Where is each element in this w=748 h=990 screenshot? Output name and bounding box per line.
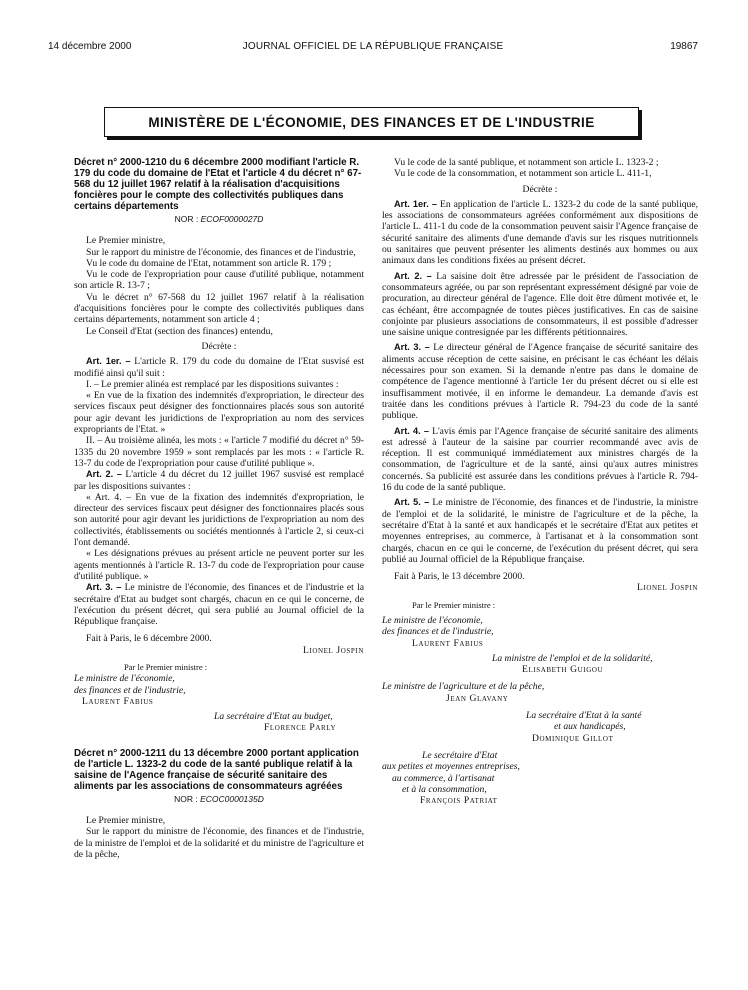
article-label: Art. 4. – <box>394 425 430 436</box>
signature-place-date: Fait à Paris, le 13 décembre 2000. <box>394 571 525 583</box>
article-label: Art. 1er. – <box>394 198 437 209</box>
page-number: 19867 <box>670 41 698 52</box>
minister-name: Laurent Fabius <box>82 695 154 707</box>
article-label: Art. 5. – <box>394 497 430 508</box>
nor-label: NOR : <box>174 214 199 224</box>
decree2-title: Décret n° 2000-1211 du 13 décembre 2000 portant application de l'article L. 1323-2 du code de la santé publique relatif à la saisine de l'Agence française de sécurité sanitaire des aliments par les associations de consommateurs agréées <box>74 747 359 792</box>
paragraph: Sur le rapport du ministre de l'économie, des finances et de l'industrie, de la ministre de l'emploi et de la solidarité et du ministre de l'agriculture et de la pêche, <box>74 826 364 860</box>
article-label: Art. 1er. – <box>86 356 131 367</box>
paragraph: Vu le décret n° 67-568 du 12 juillet 1967 relatif à la réalisation d'acquisitions foncières pour le compte des collectivités publiques dans certains départements, notamment son article 4 ; <box>74 291 364 326</box>
paragraph: Sur le rapport du ministre de l'économie, des finances et de l'industrie, <box>86 246 356 258</box>
article-text: Le ministre de l'économie, des finances et de l'industrie, la ministre de l'emploi et de la solidarité, le ministre de l'agriculture et de la pêche, la secrétaire d'Etat à la santé et aux handicapés et le secrétaire d'Etat aux petites et moyennes entreprises, au commerce, à l'artisanat et à la consommation sont chargés, chacun en ce qui le concerne, de l'exécution du présent décret, qui sera publié au Journal officiel de la République française. <box>382 497 698 565</box>
article-1 <box>382 199 698 267</box>
article-label: Art. 3. – <box>86 582 122 593</box>
secretary-role: La secrétaire d'Etat au budget, <box>214 711 333 723</box>
minister-role: des finances et de l'industrie, <box>74 684 186 696</box>
article-3 <box>382 342 698 421</box>
ministry-heading <box>104 107 639 137</box>
secretary-role: La secrétaire d'Etat à la santé <box>526 710 642 722</box>
minister-name: Jean Glavany <box>446 692 509 704</box>
paragraph: « En vue de la fixation des indemnités d'expropriation, le directeur des services fiscaux peut désigner des fonctionnaires placés sous son autorité pour agir devant les juridictions de l'expropriation au nom des services expropriants de l'Etat. » <box>74 390 364 436</box>
secretary-role: et à la consommation, <box>402 783 487 795</box>
signature-place-date: Fait à Paris, le 6 décembre 2000. <box>86 633 212 645</box>
signer-name: Lionel Jospin <box>302 644 364 656</box>
article-5 <box>382 497 698 565</box>
paragraph: II. – Au troisième alinéa, les mots : « l'article 7 modifié du décret n° 59-1335 du 20 novembre 1959 » sont remplacés par les mots : « l'article R. 13-7 du code de l'expropriation pour cause d'utilité publique ». <box>74 435 364 469</box>
article-text: Le ministre de l'économie, des finances et de l'industrie et la secrétaire d'Etat au budget sont chargés, chacun en ce qui le concerne, de l'exécution du présent décret, qui sera publié au Journal officiel de la République française. <box>74 582 364 628</box>
paragraph: Le Premier ministre, <box>86 235 166 247</box>
secretary-name: Dominique Gillot <box>532 732 614 744</box>
decrete-heading: Décrète : <box>201 340 237 352</box>
par-le-premier-ministre: Par le Premier ministre : <box>412 599 496 610</box>
article-4 <box>382 426 698 494</box>
article-text: L'article 4 du décret du 12 juillet 1967 susvisé est remplacé par les dispositions suivantes : <box>74 469 364 492</box>
paragraph: « Art. 4. – En vue de la fixation des indemnités d'expropriation, le directeur des services fiscaux peut désigner des fonctionnaires placés sous son autorité pour agir devant les juridictions de l'expropriation au nom des collectivités, établissements ou sociétés mentionnés à l'article 2, si ceux-ci l'ont demandé. <box>74 491 364 549</box>
decrete-heading: Décrète : <box>522 183 558 195</box>
article-text: En application de l'article L. 1323-2 du code de la santé publique, les associations de consommateurs agréées conformément aux dispositions de l'article L. 411-1 du code de la consommation peuvent saisir l'Agence française de sécurité sanitaire des aliments d'une demande d'avis sur les risques nutritionnels ou sanitaires que peuvent présenter les aliments destinés aux hommes ou aux animaux dans les conditions fixées au présent décret. <box>382 198 698 267</box>
secretary-name: Florence Parly <box>264 722 337 734</box>
running-header <box>48 41 698 57</box>
paragraph: Vu le code de l'expropriation pour cause d'utilité publique, notamment son article R. 13-7 ; <box>74 269 364 292</box>
paragraph: I. – Le premier alinéa est remplacé par les dispositions suivantes : <box>86 378 339 390</box>
article-3 <box>74 582 364 627</box>
minister-role: La ministre de l'emploi et de la solidarité, <box>492 652 653 664</box>
paragraph: Le Premier ministre, <box>86 815 166 827</box>
article-label: Art. 3. – <box>394 342 430 353</box>
decree1-nor <box>74 214 364 225</box>
article-label: Art. 2. – <box>394 270 432 281</box>
decree1-title: Décret n° 2000-1210 du 6 décembre 2000 modifiant l'article R. 179 du code du domaine de l'Etat et l'article 4 du décret n° 67-568 du 12 juillet 1967 relatif à la réalisation d'acquisitions foncières pour le compte des collectivités publiques dans certains départements <box>74 157 362 212</box>
paragraph: Vu le code de la santé publique, et notamment son article L. 1323-2 ; <box>394 157 659 168</box>
minister-name: Laurent Fabius <box>412 637 484 649</box>
paragraph: Vu le code du domaine de l'Etat, notamment son article R. 179 ; <box>86 257 332 269</box>
right-column <box>382 157 698 806</box>
article-text: L'avis émis par l'Agence française de sécurité sanitaire des aliments est adressé à l'auteur de la saisine par courrier recommandé avec avis de réception. Il est communiqué immédiatement aux ministres chargés de la consommation, de l'agriculture et de la santé, ainsi qu'aux autres ministres concernés. Sa publicité est assurée dans les conditions prévues à l'article R. 794-16 du code de la santé publique. <box>382 425 699 494</box>
article-2 <box>74 469 364 492</box>
minister-role: Le ministre de l'agriculture et de la pêche, <box>382 681 545 693</box>
header-date: 14 décembre 2000 <box>48 41 132 52</box>
article-1 <box>74 356 364 379</box>
minister-name: Elisabeth Guigou <box>522 664 604 676</box>
secretary-role: Le secrétaire d'Etat <box>422 749 498 761</box>
article-2 <box>382 271 698 339</box>
paragraph: Vu le code de la consommation, et notamment son article L. 411-1, <box>394 168 652 180</box>
minister-role: Le ministre de l'économie, <box>74 673 175 685</box>
secretary-role: et aux handicapés, <box>554 721 626 733</box>
article-text: L'article R. 179 du code du domaine de l'Etat susvisé est modifié ainsi qu'il suit : <box>74 356 364 379</box>
paragraph: « Les désignations prévues au présent article ne peuvent porter sur les agents mentionnés à l'article R. 13-7 du code de l'expropriation pour cause d'utilité publique. » <box>74 548 364 582</box>
ministry-title: MINISTÈRE DE L'ÉCONOMIE, DES FINANCES ET DE L'INDUSTRIE <box>148 114 595 130</box>
secretary-role: aux petites et moyennes entreprises, <box>382 761 520 773</box>
paragraph: Le Conseil d'Etat (section des finances) entendu, <box>86 325 273 337</box>
nor-code: ECOF0000027D <box>200 214 264 224</box>
article-text: Le directeur général de l'Agence française de sécurité sanitaire des aliments accuse réception de cette saisine, en précisant le cas échéant les délais nécessaires pour son examen. Si la demande n'entre pas dans le domaine de compétence de l'agence mentionné à l'article 1er du présent décret ou si elle est insuffisamment motivée, il en informe le demandeur. La demande d'avis est traitée dans les conditions prévues à l'article R. 794-23 du code de la santé publique. <box>382 342 699 422</box>
nor-code: ECOC0000135D <box>200 793 264 804</box>
journal-title: JOURNAL OFFICIEL DE LA RÉPUBLIQUE FRANÇAISE <box>242 41 504 52</box>
article-label: Art. 2. – <box>86 469 122 480</box>
left-column <box>74 157 364 860</box>
secretary-name: François Patriat <box>420 795 498 807</box>
par-le-premier-ministre: Par le Premier ministre : <box>124 661 208 672</box>
nor-label: NOR : <box>174 793 198 804</box>
decree2-nor <box>74 794 364 805</box>
signer-name: Lionel Jospin <box>636 582 698 594</box>
minister-role: Le ministre de l'économie, <box>382 614 483 626</box>
article-text: La saisine doit être adressée par le président de l'association de consommateurs agréée, ou par son représentant expressément désigné par voie de procuration, au directeur général de l'agence. Elle doit être dûment motivée et, le cas échéant, être accompagnée de toutes pièces justificatives. En cas de saisine conjointe par plusieurs associations de consommateurs, il est possible d'adresser une saisine unique contresignée par les différents pétitionnaires. <box>382 270 698 339</box>
minister-role: des finances et de l'industrie, <box>382 626 494 638</box>
secretary-role: au commerce, à l'artisanat <box>392 772 495 784</box>
